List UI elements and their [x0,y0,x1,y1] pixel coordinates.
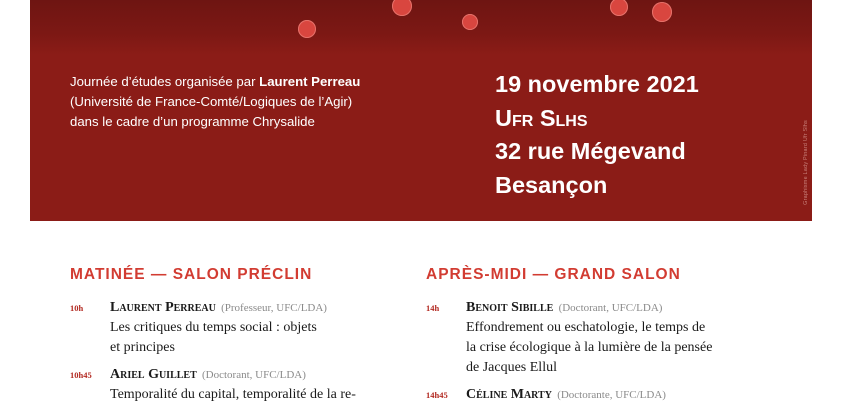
talk-item [70,298,430,358]
talk-speaker [466,385,786,404]
organizer-line: dans le cadre d’un programme Chrysalide [70,114,315,129]
decorative-dot [462,14,478,30]
talk-title-line: Temporalité du capital, temporalité de la re- [110,387,356,402]
decorative-dot [652,2,672,22]
event-city: Besançon [495,171,608,198]
event-date: 19 novembre 2021 [495,71,699,97]
speaker-name: Laurent Perreau [110,300,216,315]
banner-photo [30,0,812,55]
talk-item [70,365,430,405]
talk-title-line: Effondrement ou eschatologie, le temps de [466,320,706,335]
talk-speaker [110,298,430,317]
talk-speaker [110,365,430,384]
speaker-role: (Professeur, UFC/LDA) [221,302,327,314]
organizer-line: Journée d’études organisée par Laurent Perreau [70,74,361,89]
talk-time: 14h45 [426,390,448,400]
talk-item [426,298,786,378]
talk-title [110,318,430,358]
afternoon-section [426,266,786,411]
talk-time: 10h [70,303,84,313]
decorative-dot [298,20,316,38]
speaker-role: (Doctorante, UFC/LDA) [557,389,666,401]
event-venue: Ufr Slhs [495,104,588,131]
speaker-name: Benoit Sibille [466,300,554,315]
organizer-name: Laurent Perreau [259,74,361,89]
talk-title-line: de Jacques Ellul [466,360,557,375]
talk-time: 14h [426,303,440,313]
speaker-name: Céline Marty [466,387,552,402]
section-title: MATINÉE — SALON PRÉCLIN [70,266,313,283]
talk-title [110,385,430,405]
organizer-text [70,72,430,132]
talk-title-line: Les critiques du temps social : objets [110,320,317,335]
talk-title-line: et principes [110,340,175,355]
event-info [495,68,699,202]
photo-credit: Graphisme Lady Pinard Ufr Slhs [803,120,809,205]
organizer-line: (Université de France-Comté/Logiques de l’Agir) [70,94,353,109]
speaker-role: (Doctorant, UFC/LDA) [202,369,306,381]
header-banner [30,0,812,221]
section-title: APRÈS-MIDI — GRAND SALON [426,266,681,283]
talk-time: 10h45 [70,370,92,380]
talk-title [466,318,786,378]
talk-item [426,385,786,404]
talk-speaker [466,298,786,317]
decorative-dot [610,0,628,16]
speaker-name: Ariel Guillet [110,367,197,382]
talk-title-line: la crise écologique à la lumière de la pensée [466,340,713,355]
event-address: 32 rue Mégevand [495,138,686,164]
speaker-role: (Doctorant, UFC/LDA) [558,302,663,314]
decorative-dot [392,0,412,16]
morning-section [70,266,430,412]
